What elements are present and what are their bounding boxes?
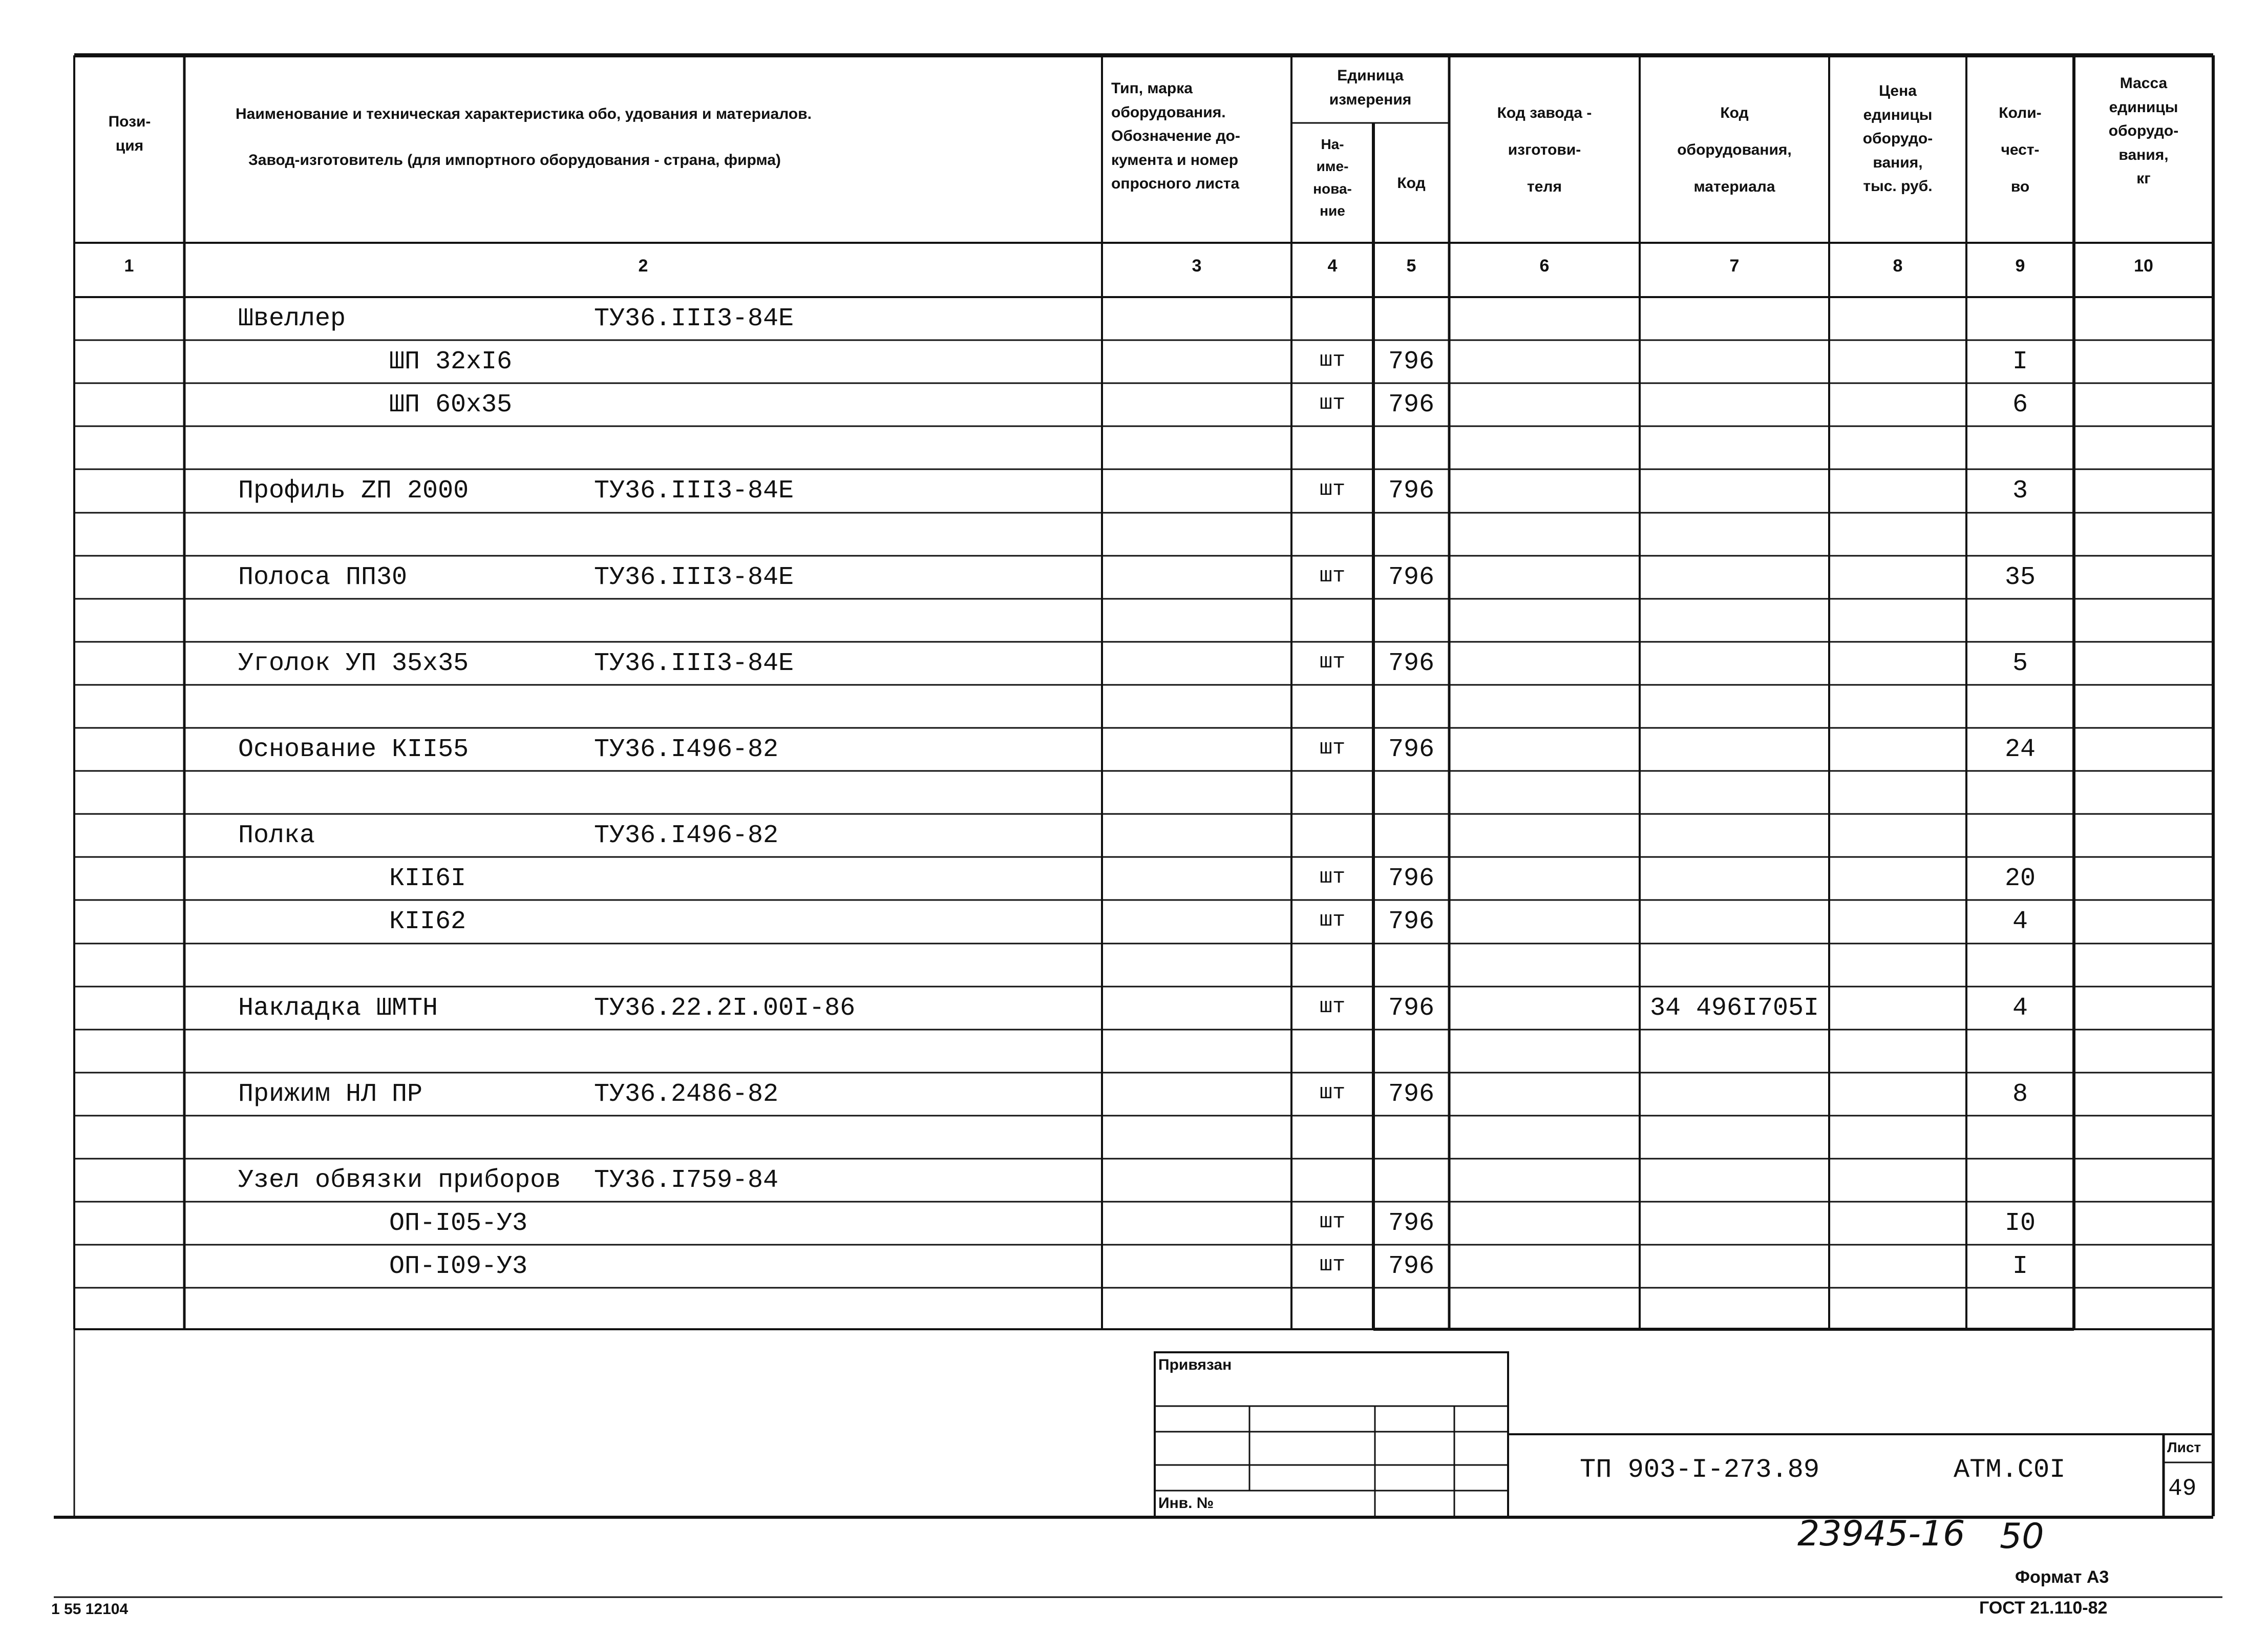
item-name: ОП-I09-У3 [389, 1252, 528, 1282]
item-name: Полка [238, 821, 315, 851]
item-name: Узел обвязки приборов [238, 1166, 561, 1195]
unit-code: 796 [1388, 907, 1434, 937]
quantity: 5 [2012, 648, 2028, 678]
quantity: 24 [2004, 735, 2036, 764]
material-code: 34 496I705I [1650, 993, 1819, 1023]
item-name: КII62 [389, 907, 467, 937]
item-name: Профиль ZП 2000 [238, 476, 469, 506]
item-document: ТУ36.III3-84Е [594, 562, 794, 592]
quantity: 35 [2004, 562, 2036, 592]
item-name: Накладка ШМТН [238, 993, 438, 1023]
header-name-line1: Наименование и техническая характеристика обо, удования и материалов. [236, 106, 812, 122]
document-code: АТМ.С0I [1954, 1455, 2066, 1485]
quantity: 6 [2012, 390, 2028, 420]
column-number: 9 [2015, 256, 2025, 276]
unit-code: 796 [1388, 347, 1434, 377]
unit-name: шт [1319, 1080, 1346, 1105]
quantity: I [2012, 347, 2028, 377]
format-label: Формат А3 [2015, 1567, 2109, 1587]
unit-code: 796 [1388, 1209, 1434, 1239]
column-number: 6 [1539, 256, 1550, 276]
header-type: Тип, марка оборудования. Обозначение до- кумента и номер опросного листа [1111, 80, 1240, 192]
column-number: 3 [1192, 256, 1202, 276]
unit-code: 796 [1388, 648, 1434, 678]
unit-name: шт [1319, 1252, 1346, 1278]
unit-code: 796 [1388, 1079, 1434, 1109]
quantity: I0 [2004, 1209, 2036, 1239]
quantity: 4 [2012, 907, 2028, 937]
gost-label: ГОСТ 21.110-82 [1979, 1598, 2108, 1618]
quantity: 20 [2004, 864, 2036, 894]
quantity: 8 [2012, 1079, 2028, 1109]
column-number: 5 [1406, 256, 1416, 276]
column-number: 10 [2134, 256, 2153, 276]
header-position: Пози- ция [108, 113, 151, 154]
unit-code: 796 [1388, 390, 1434, 420]
unit-name: шт [1319, 563, 1346, 588]
unit-code: 796 [1388, 1252, 1434, 1282]
item-document: ТУ36.III3-84Е [594, 648, 794, 678]
unit-name: шт [1319, 908, 1346, 933]
unit-name: шт [1319, 649, 1346, 674]
unit-code: 796 [1388, 864, 1434, 894]
item-document: ТУ36.III3-84Е [594, 304, 794, 333]
header-name-line2: Завод-изготовитель (для импортного оборудования - страна, фирма) [248, 152, 781, 169]
quantity: I [2012, 1252, 2028, 1282]
privyazan-label: Привязан [1158, 1356, 1232, 1373]
unit-name: шт [1319, 1209, 1346, 1234]
unit-name: шт [1319, 391, 1346, 416]
item-name: Прижим НЛ ПР [238, 1079, 423, 1109]
column-number: 2 [638, 256, 648, 276]
unit-name: шт [1319, 477, 1346, 502]
unit-name: шт [1319, 736, 1346, 760]
quantity: 4 [2012, 993, 2028, 1023]
header-factory-code: Код завода - изготови- теля [1497, 104, 1592, 195]
unit-code: 796 [1388, 476, 1434, 506]
column-number: 8 [1893, 256, 1903, 276]
header-unit-code: Код [1397, 175, 1426, 192]
quantity: 3 [2012, 476, 2028, 506]
item-document: ТУ36.2486-82 [594, 1079, 779, 1109]
sheet-number: 49 [2168, 1475, 2197, 1502]
header-unit: Единица измерения [1329, 67, 1412, 108]
handwritten-page-number: 50 [2000, 1516, 2044, 1557]
unit-code: 796 [1388, 993, 1434, 1023]
header-price: Цена единицы оборудо- вания, тыс. руб. [1862, 82, 1933, 195]
column-number: 7 [1729, 256, 1740, 276]
column-number: 4 [1327, 256, 1338, 276]
inventory-number-label: Инв. № [1158, 1495, 1214, 1512]
print-code: 1 55 12104 [51, 1601, 129, 1618]
project-code: ТП 903-I-273.89 [1580, 1455, 1820, 1485]
unit-code: 796 [1388, 735, 1434, 764]
header-mass: Масса единицы оборудо- вания, кг [2108, 75, 2179, 187]
item-name: Швеллер [238, 304, 346, 333]
item-name: ШП 32хI6 [389, 347, 513, 377]
item-name: Основание КII55 [238, 735, 469, 764]
unit-name: шт [1319, 348, 1346, 373]
unit-code: 796 [1388, 562, 1434, 592]
unit-name: шт [1319, 865, 1346, 890]
archive-number: 23945-16 [1797, 1514, 1965, 1554]
item-document: ТУ36.22.2I.00I-86 [594, 993, 856, 1023]
item-name: Полоса ПП30 [238, 562, 408, 592]
item-document: ТУ36.III3-84Е [594, 476, 794, 506]
item-name: КII6I [389, 864, 467, 894]
sheet-label: Лист [2167, 1439, 2201, 1455]
item-document: ТУ36.I496-82 [594, 735, 779, 764]
column-number: 1 [124, 256, 134, 276]
item-document: ТУ36.I496-82 [594, 821, 779, 851]
item-name: Уголок УП 35х35 [238, 648, 469, 678]
header-equipment-code: Код оборудования, материала [1677, 104, 1792, 195]
unit-name: шт [1319, 994, 1346, 1019]
item-name: ШП 60х35 [389, 390, 513, 420]
header-unit-name: На- име- нова- ние [1313, 136, 1352, 219]
item-name: ОП-I05-У3 [389, 1209, 528, 1239]
header-quantity: Коли- чест- во [1999, 104, 2042, 195]
item-document: ТУ36.I759-84 [594, 1166, 779, 1195]
